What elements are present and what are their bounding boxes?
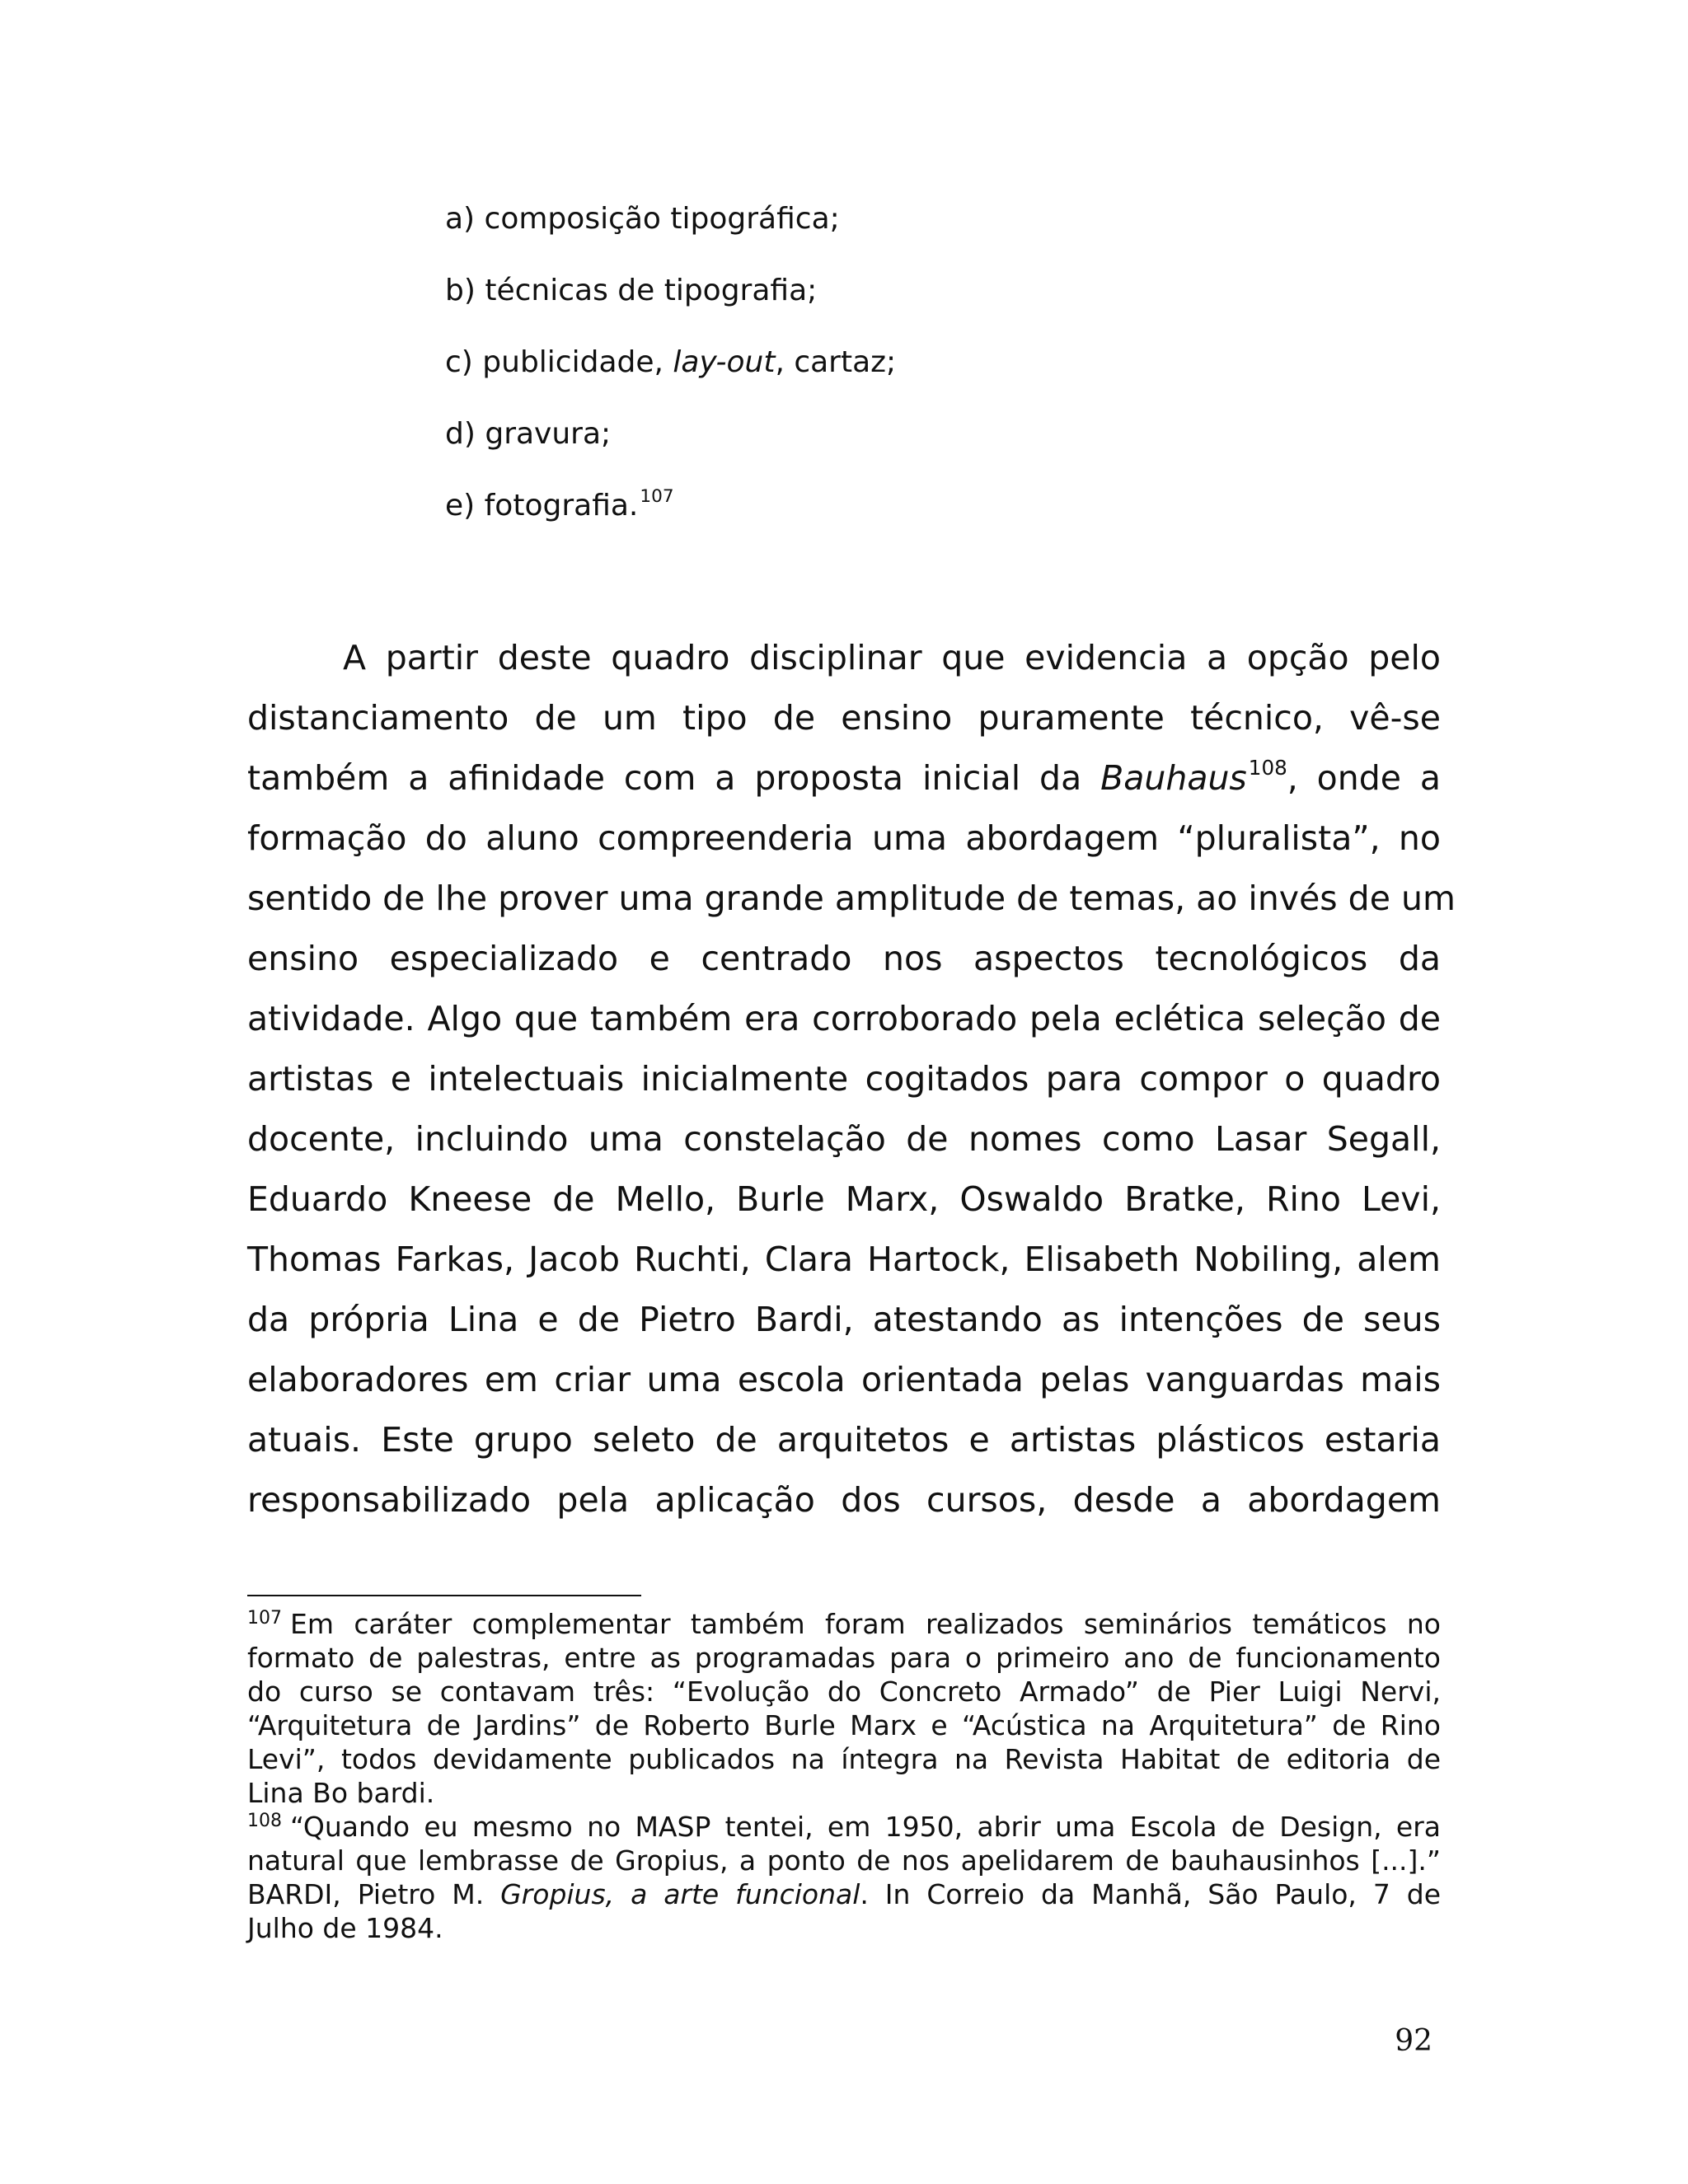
footnote-line: formato de palestras, entre as programadas para o primeiro ano de funcionamento: [247, 1642, 1441, 1674]
footnote-line: BARDI, Pietro M. Gropius, a arte funcional. In Correio da Manhã, São Paulo, 7 de: [247, 1878, 1441, 1910]
text-line: distanciamento de um tipo de ensino puramente técnico, vê-se: [247, 698, 1441, 738]
emphasis: Bauhaus: [1100, 758, 1247, 798]
footnote-line: $^{107}$ Em caráter complementar também foram realizados seminários temáticos no: [247, 1608, 1441, 1640]
text-line: artistas e intelectuais inicialmente cogitados para compor o quadro: [247, 1059, 1441, 1099]
text-line: atuais. Este grupo seleto de arquitetos e artistas plásticos estaria: [247, 1420, 1441, 1460]
footnote-reference[interactable]: 108: [1248, 755, 1287, 780]
text-line: atividade. Algo que também era corroborado pela eclética seleção de: [247, 999, 1441, 1038]
footnote-separator: [247, 1595, 641, 1596]
course-list: [445, 194, 896, 553]
text-line: formação do aluno compreenderia uma abordagem “pluralista”, no: [247, 818, 1441, 858]
footnote-line: do curso se contavam três: “Evolução do Concreto Armado” de Pier Luigi Nervi,: [247, 1675, 1441, 1708]
text-line: também a afinidade com a proposta inicial da Bauhaus$^{108}$, onde a: [247, 755, 1442, 798]
footnote-number: 108: [247, 1811, 282, 1831]
list-item: a) composição tipográfica;: [445, 202, 840, 236]
emphasis: lay-out: [673, 345, 776, 379]
body-paragraph: [247, 628, 1456, 1530]
page-number: 92: [1395, 2024, 1432, 2058]
text-line: da própria Lina e de Pietro Bardi, atestando as intenções de seus: [247, 1300, 1441, 1339]
text-line: Thomas Farkas, Jacob Ruchti, Clara Hartock, Elisabeth Nobiling, alem: [247, 1240, 1441, 1279]
footnote-line: natural que lembrasse de Gropius, a ponto de nos apelidarem de bauhausinhos [...].”: [247, 1844, 1441, 1877]
footnote-line: “Arquitetura de Jardins” de Roberto Burle Marx e “Acústica na Arquitetura” de Rino: [247, 1709, 1441, 1741]
footnote-number: 107: [247, 1608, 282, 1629]
emphasis: Gropius, a arte funcional: [500, 1878, 860, 1910]
footnote-line: Lina Bo bardi.: [247, 1777, 435, 1809]
footnotes: [247, 1607, 1441, 1945]
text-line: docente, incluindo uma constelação de nomes como Lasar Segall,: [247, 1119, 1441, 1159]
text-line: ensino especializado e centrado nos aspectos tecnológicos da: [247, 939, 1441, 978]
text-line: sentido de lhe prover uma grande amplitude de temas, ao invés de um: [247, 879, 1456, 918]
list-item: e) fotografia.$^{107}$: [445, 485, 674, 523]
footnote-reference[interactable]: 107: [640, 485, 674, 507]
list-item: b) técnicas de tipografia;: [445, 274, 818, 307]
text-line: responsabilizado pela aplicação dos cursos, desde a abordagem: [247, 1480, 1441, 1520]
footnote-line: Julho de 1984.: [247, 1912, 443, 1944]
text-line: Eduardo Kneese de Mello, Burle Marx, Oswaldo Bratke, Rino Levi,: [247, 1179, 1441, 1219]
text-line: A partir deste quadro disciplinar que evidencia a opção pelo: [343, 638, 1441, 677]
list-item: c) publicidade, lay-out, cartaz;: [445, 345, 897, 379]
text-line: elaboradores em criar uma escola orientada pelas vanguardas mais: [247, 1360, 1441, 1399]
footnote-line: Levi”, todos devidamente publicados na íntegra na Revista Habitat de editoria de: [247, 1743, 1441, 1775]
footnote-line: $^{108}$ “Quando eu mesmo no MASP tentei, em 1950, abrir uma Escola de Design, era: [247, 1811, 1441, 1843]
list-item: d) gravura;: [445, 417, 612, 451]
